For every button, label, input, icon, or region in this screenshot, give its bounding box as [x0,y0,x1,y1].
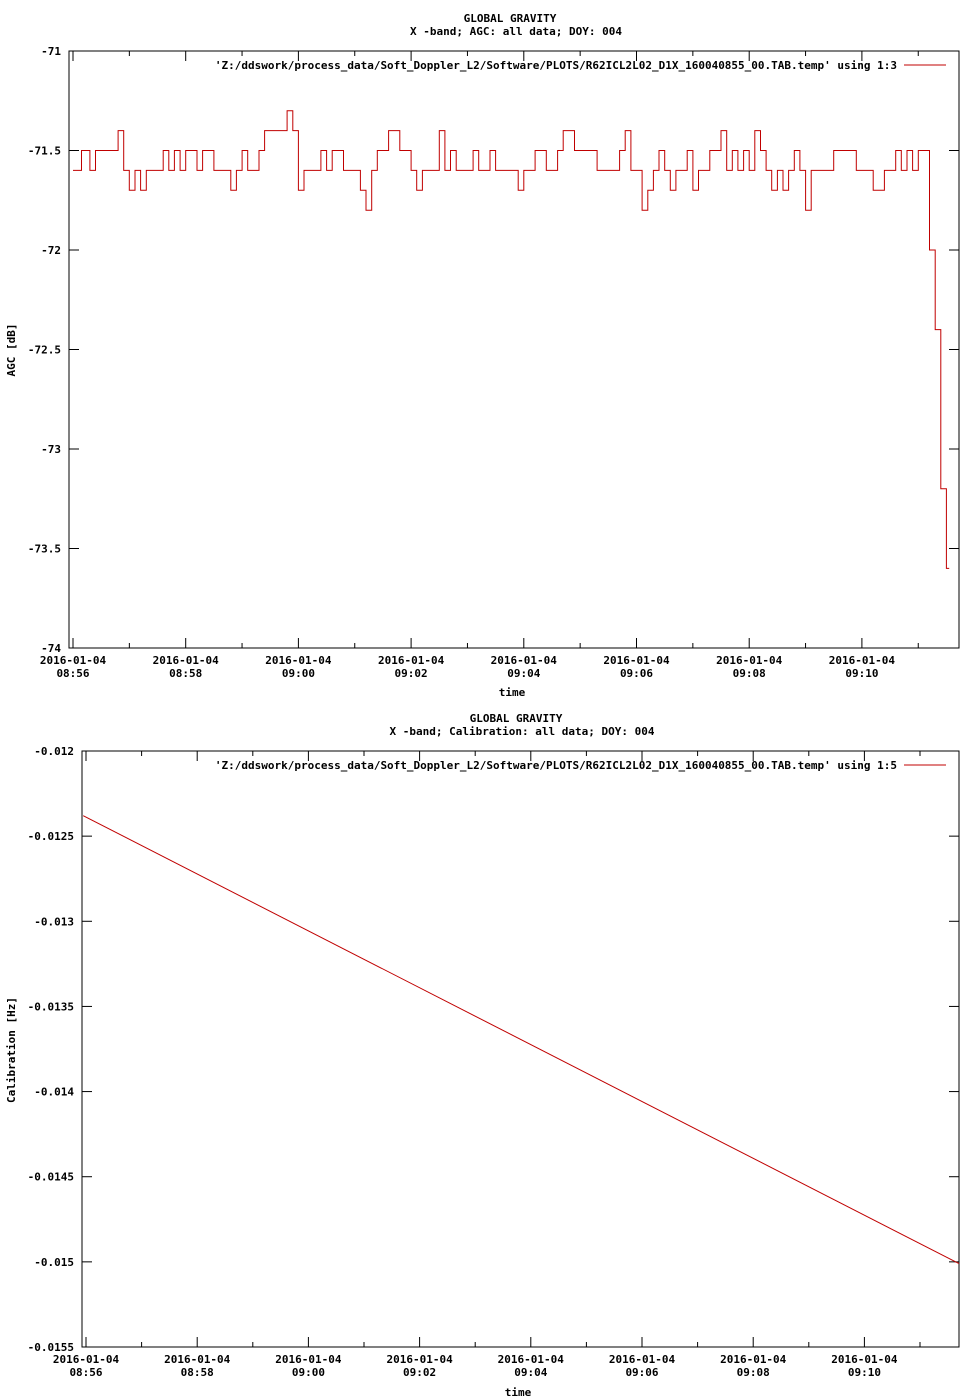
agc-x-tick-date: 2016-01-04 [152,654,219,667]
calibration-chart [5,712,959,1399]
agc-x-tick-date: 2016-01-04 [828,654,896,667]
calibration-legend-label: 'Z:/ddswork/process_data/Soft_Doppler_L2/Software/PLOTS/R62ICL2L02_D1X_160040855_00.TAB.temp' using 1:5 [214,759,897,772]
calibration-x-tick-date: 2016-01-04 [831,1353,898,1366]
agc-x-tick-date: 2016-01-04 [265,654,332,667]
calibration-y-tick-label: -0.0135 [27,1000,74,1014]
agc-x-tick-date: 2016-01-04 [377,654,445,667]
calibration-x-tick-time: 09:06 [625,1366,659,1379]
calibration-y-tick-label: -0.014 [34,1085,74,1099]
agc-x-tick-date: 2016-01-04 [603,654,670,667]
agc-plot-frame [69,51,959,648]
agc-y-tick-label: -73 [41,443,61,456]
calibration-x-tick-date: 2016-01-04 [497,1353,564,1366]
agc-x-tick-time: 08:56 [56,667,90,680]
agc-x-tick-time: 09:04 [507,667,541,680]
agc-x-tick-time: 09:00 [281,667,315,680]
calibration-x-tick-time: 08:56 [69,1366,103,1379]
agc-y-tick-label: -72 [41,244,61,257]
agc-chart [5,12,959,699]
agc-chart-title: GLOBAL GRAVITY [463,12,557,25]
calibration-x-tick-time: 09:02 [403,1366,437,1379]
agc-x-tick-time: 09:10 [845,667,879,680]
agc-series-line [73,111,949,569]
calibration-y-tick-label: -0.0125 [27,830,74,844]
calibration-x-tick-date: 2016-01-04 [720,1353,787,1366]
agc-x-axis [40,51,918,680]
calibration-y-axis [28,745,959,1354]
calibration-y-axis-label: Calibration [Hz] [5,997,18,1103]
agc-legend-label: 'Z:/ddswork/process_data/Soft_Doppler_L2/Software/PLOTS/R62ICL2L02_D1X_160040855_00.TAB.temp' using 1:3 [214,59,897,72]
calibration-x-tick-date: 2016-01-04 [608,1353,676,1366]
agc-x-axis-label: time [498,686,526,699]
calibration-series-line [83,816,959,1264]
calibration-y-tick-label: -0.0145 [27,1170,74,1184]
calibration-y-tick-label: -0.015 [34,1255,74,1269]
calibration-y-tick-label: -0.0155 [27,1341,74,1354]
agc-y-tick-label: -71 [41,45,61,58]
calibration-y-tick-label: -0.013 [34,915,74,929]
calibration-chart-subtitle: X -band; Calibration: all data; DOY: 004 [389,725,655,738]
agc-y-tick-label: -74 [41,642,61,655]
agc-chart-subtitle: X -band; AGC: all data; DOY: 004 [410,25,622,38]
calibration-x-tick-date: 2016-01-04 [386,1353,453,1366]
calibration-x-axis [53,751,920,1379]
calibration-x-tick-date: 2016-01-04 [275,1353,342,1366]
calibration-x-tick-date: 2016-01-04 [52,1353,120,1366]
agc-y-axis-label: AGC [dB] [5,323,18,377]
agc-x-tick-time: 09:06 [619,667,654,680]
calibration-y-tick-label: -0.012 [34,745,74,758]
calibration-x-tick-time: 09:00 [291,1366,325,1379]
agc-y-tick-label: -72.5 [27,343,61,357]
calibration-x-tick-time: 08:58 [180,1366,214,1379]
calibration-plot-frame [82,751,959,1347]
agc-x-tick-time: 09:08 [732,667,766,680]
agc-x-tick-date: 2016-01-04 [39,654,107,667]
calibration-x-tick-time: 09:10 [847,1366,881,1379]
calibration-x-axis-label: time [504,1386,532,1399]
calibration-x-tick-date: 2016-01-04 [164,1353,231,1366]
agc-x-tick-time: 09:02 [394,667,428,680]
agc-y-axis [28,45,959,655]
calibration-x-tick-time: 09:04 [514,1366,548,1379]
agc-x-tick-date: 2016-01-04 [716,654,783,667]
agc-x-tick-time: 08:58 [169,667,203,680]
agc-y-tick-label: -71.5 [27,144,61,158]
calibration-x-tick-time: 09:08 [736,1366,770,1379]
agc-x-tick-date: 2016-01-04 [490,654,557,667]
agc-y-tick-label: -73.5 [27,542,61,556]
calibration-chart-title: GLOBAL GRAVITY [469,712,563,725]
